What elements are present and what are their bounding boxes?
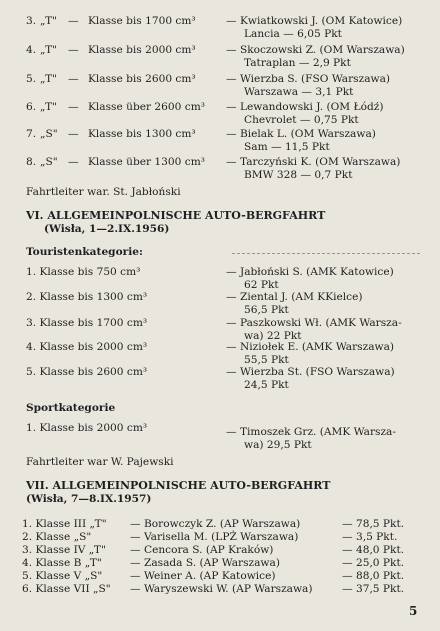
- results-row-name: — Varisella M. (LPŻ Warszawa): [130, 531, 299, 543]
- results-row-name: — Zasada S. (AP Warszawa): [130, 557, 280, 569]
- results-row-class: 2. Klasse „S": [22, 531, 92, 543]
- row-name: — Kwiatkowski J. (OM Katowice): [226, 15, 403, 27]
- list-item-extra: 62 Pkt: [244, 279, 279, 291]
- row-number: 7.: [26, 128, 37, 140]
- page-number: 5: [409, 604, 418, 618]
- results-row-class: 3. Klasse IV „T": [22, 544, 106, 556]
- list-item-name: — Ziental J. (AM KKielce): [226, 291, 363, 303]
- row-class: Klasse bis 2600 cm³: [88, 73, 196, 85]
- fahrtleiter-line: Fahrtleiter war W. Pajewski: [26, 456, 174, 468]
- section-title: VI. ALLGEMEINPOLNISCHE AUTO-BERGFAHRT: [26, 209, 326, 222]
- results-row-points: — 3,5 Pkt.: [342, 531, 398, 543]
- list-item-class: 1. Klasse bis 750 cm³: [26, 266, 141, 278]
- row-dash: —: [68, 156, 79, 168]
- list-item-extra: wa) 22 Pkt: [244, 330, 302, 342]
- list-item-extra: 55,5 Pkt: [244, 354, 289, 366]
- results-row-name: — Borowczyk Z. (AP Warszawa): [130, 518, 301, 530]
- list-item-name: — Jabłoński S. (AMK Katowice): [226, 266, 394, 278]
- list-item-class: 4. Klasse bis 2000 cm³: [26, 341, 148, 353]
- results-row-class: 6. Klasse VII „S": [22, 583, 111, 595]
- row-class: Klasse bis 1700 cm³: [88, 15, 196, 27]
- row-name: — Tarczyński K. (OM Warszawa): [226, 156, 401, 168]
- section-date: (Wisła, 7—8.IX.1957): [26, 493, 152, 505]
- results-row-points: — 37,5 Pkt.: [342, 583, 405, 595]
- list-item-name: — Wierzba St. (FSO Warszawa): [226, 366, 395, 378]
- category-heading: Sportkategorie: [26, 402, 116, 414]
- list-item-name: — Timoszek Grz. (AMK Warsza-: [226, 426, 396, 438]
- row-extra: BMW 328 — 0,7 Pkt: [244, 169, 353, 181]
- category-heading: Touristenkategorie:: [26, 246, 143, 258]
- row-name: — Bielak L. (OM Warszawa): [226, 128, 376, 140]
- list-item-class: 3. Klasse bis 1700 cm³: [26, 317, 148, 329]
- list-item-class: 5. Klasse bis 2600 cm³: [26, 366, 148, 378]
- results-row-name: — Weiner A. (AP Katowice): [130, 570, 276, 582]
- row-name: — Skoczowski Z. (OM Warszawa): [226, 44, 405, 56]
- row-number: 6.: [26, 101, 37, 113]
- row-class: Klasse über 1300 cm³: [88, 156, 205, 168]
- results-row-name: — Cencora S. (AP Kraków): [130, 544, 274, 556]
- row-type: „T": [40, 15, 58, 27]
- row-type: „T": [40, 44, 58, 56]
- row-number: 8.: [26, 156, 37, 168]
- list-item-extra: wa) 29,5 Pkt: [244, 439, 312, 451]
- results-row-name: — Waryszewski W. (AP Warszawa): [130, 583, 313, 595]
- row-extra: Tatraplan — 2,9 Pkt: [244, 57, 351, 69]
- row-type: „S": [40, 156, 58, 168]
- row-extra: Chevrolet — 0,75 Pkt: [244, 114, 359, 126]
- list-item-name: — Paszkowski Wł. (AMK Warsza-: [226, 317, 402, 329]
- row-number: 3.: [26, 15, 37, 27]
- row-number: 4.: [26, 44, 37, 56]
- results-row-points: — 25,0 Pkt.: [342, 557, 405, 569]
- list-item-extra: 24,5 Pkt: [244, 379, 289, 391]
- row-dash: —: [68, 15, 79, 27]
- row-type: „T": [40, 73, 58, 85]
- divider: [232, 253, 420, 254]
- row-dash: —: [68, 73, 79, 85]
- results-row-points: — 78,5 Pkt.: [342, 518, 405, 530]
- list-item-extra: 56,5 Pkt: [244, 304, 289, 316]
- row-dash: —: [68, 44, 79, 56]
- results-row-points: — 88,0 Pkt.: [342, 570, 405, 582]
- row-type: „T": [40, 101, 58, 113]
- row-type: „S": [40, 128, 58, 140]
- row-class: Klasse bis 1300 cm³: [88, 128, 196, 140]
- row-dash: —: [68, 128, 79, 140]
- results-row-class: 1. Klasse III „T": [22, 518, 107, 530]
- row-dash: —: [68, 101, 79, 113]
- row-class: Klasse bis 2000 cm³: [88, 44, 196, 56]
- row-extra: Warszawa — 3,1 Pkt: [244, 86, 354, 98]
- section-title: VII. ALLGEMEINPOLNISCHE AUTO-BERGFAHRT: [26, 479, 331, 492]
- results-row-class: 5. Klasse V „S": [22, 570, 103, 582]
- list-item-name: — Niziołek E. (AMK Warszawa): [226, 341, 395, 353]
- row-extra: Lancia — 6,05 Pkt: [244, 28, 342, 40]
- list-item-class: 2. Klasse bis 1300 cm³: [26, 291, 148, 303]
- row-number: 5.: [26, 73, 37, 85]
- fahrtleiter-line: Fahrtleiter war. St. Jabłoński: [26, 186, 181, 198]
- row-class: Klasse über 2600 cm³: [88, 101, 205, 113]
- row-extra: Sam — 11,5 Pkt: [244, 141, 330, 153]
- section-date: (Wisła, 1—2.IX.1956): [44, 223, 170, 235]
- results-row-class: 4. Klasse B „T": [22, 557, 102, 569]
- list-item-class: 1. Klasse bis 2000 cm³: [26, 422, 148, 434]
- row-name: — Wierzba S. (FSO Warszawa): [226, 73, 391, 85]
- row-name: — Lewandowski J. (OM Łódź): [226, 101, 384, 113]
- results-row-points: — 48,0 Pkt.: [342, 544, 405, 556]
